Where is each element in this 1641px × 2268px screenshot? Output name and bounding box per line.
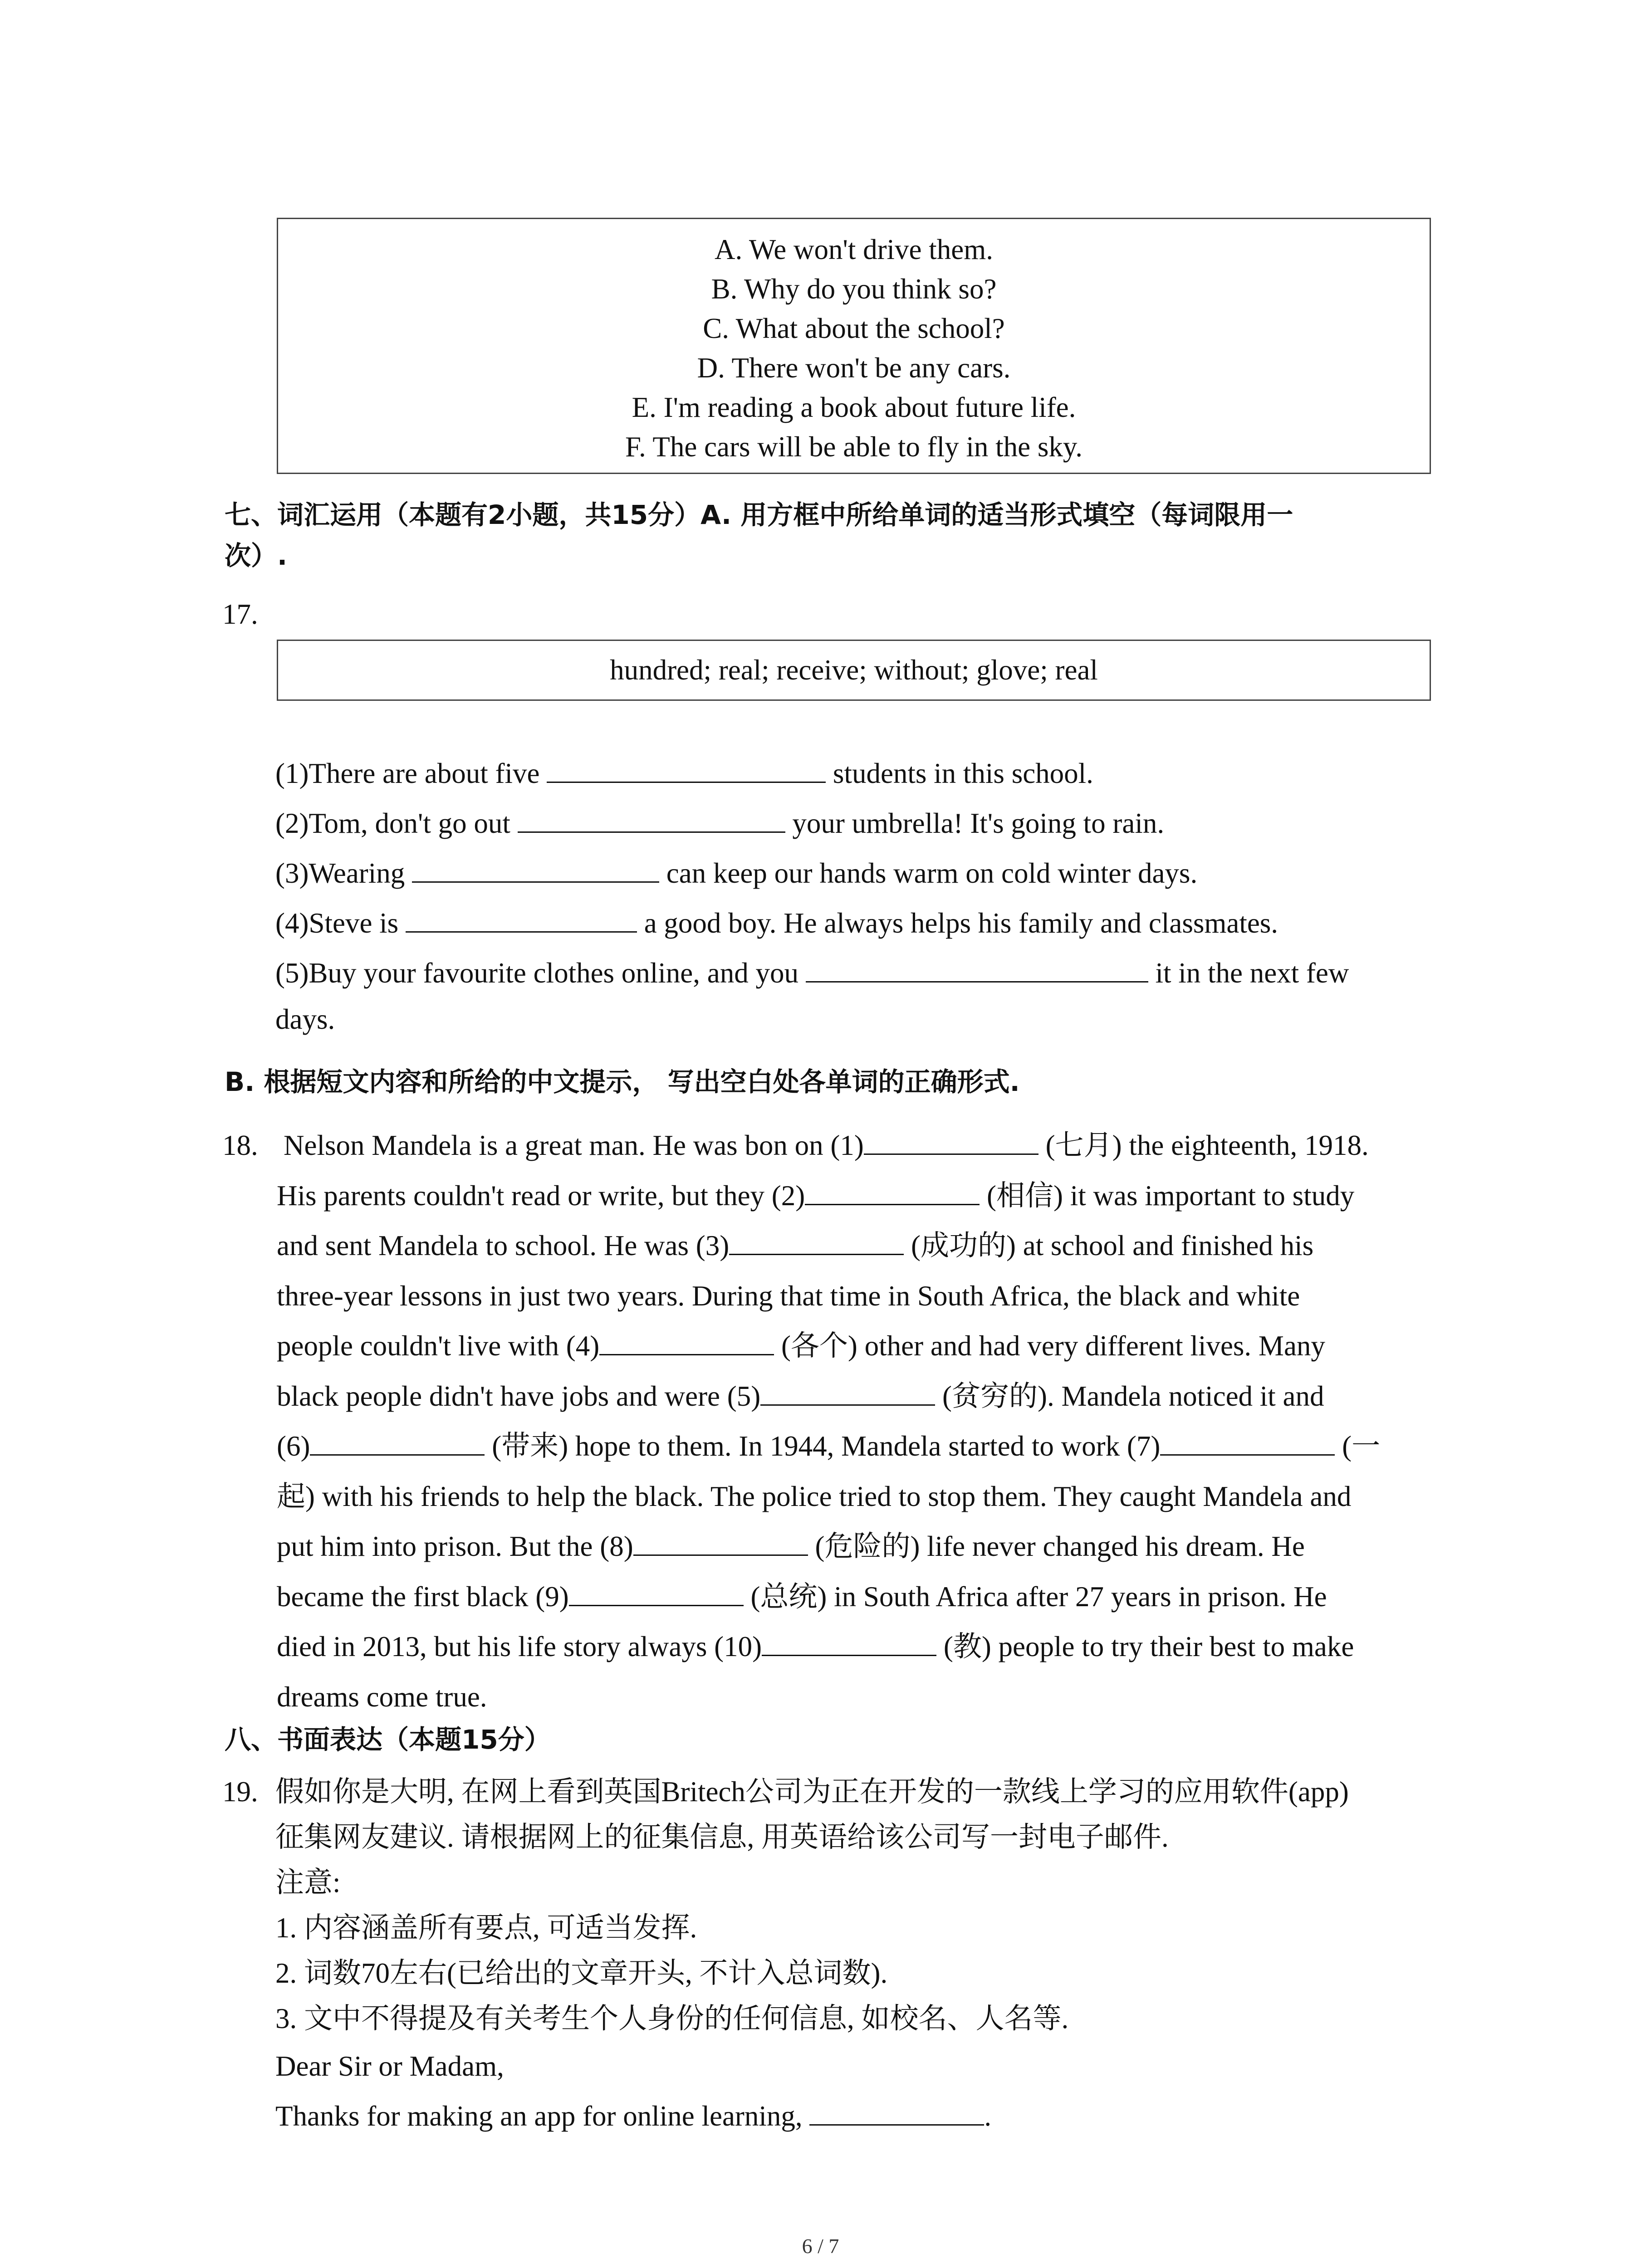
page-number: 6 / 7 xyxy=(802,2234,839,2258)
q18-blank-7[interactable] xyxy=(1160,1429,1335,1456)
q17-items xyxy=(275,748,1349,1041)
q17-item-3 xyxy=(275,848,1349,898)
q19-line-3: 注意: xyxy=(275,1867,341,1898)
q17-item-5 xyxy=(275,948,1349,998)
q17-blank-5[interactable] xyxy=(806,956,1148,982)
q18-line-8: 起) with his friends to help the black. The police tried to stop them. They caught Mandela and xyxy=(277,1480,1352,1512)
q18-line-7: (6) (带来) hope to them. In 1944, Mandela started to work (7) (一 xyxy=(277,1421,1380,1471)
q19-line-2: 征集网友建议. 请根据网上的征集信息, 用英语给该公司写一封电子邮件. xyxy=(275,1821,1169,1853)
q18-line-12: dreams come true. xyxy=(277,1681,487,1713)
q17-item-1-post: students in this school. xyxy=(826,758,1093,789)
q19-line-8: Thanks for making an app for online learning, . xyxy=(275,2091,1349,2141)
q19-line-5: 2. 词数70左右(已给出的文章开头, 不计入总词数). xyxy=(275,1957,888,1989)
q18-passage xyxy=(277,1120,1380,1722)
q19-line-7: Dear Sir or Madam, xyxy=(275,2050,504,2082)
q18-line-5: people couldn't live with (4) (各个) other and had very different lives. Many xyxy=(277,1321,1380,1371)
q17-item-2 xyxy=(275,798,1349,848)
q18-number: 18. xyxy=(222,1129,258,1161)
q18-blank-6[interactable] xyxy=(310,1429,485,1456)
q18-blank-5[interactable] xyxy=(760,1379,935,1406)
q17-blank-1[interactable] xyxy=(547,756,826,783)
q17-blank-4[interactable] xyxy=(406,906,637,933)
q17-item-5-pre: (5)Buy your favourite clothes online, and you xyxy=(275,957,806,989)
q19-line-1: 假如你是大明, 在网上看到英国Britech公司为正在开发的一款线上学习的应用软件(app) xyxy=(275,1776,1349,1808)
q18-line-10: became the first black (9) (总统) in South Africa after 27 years in prison. He xyxy=(277,1572,1380,1622)
q19-line-4: 1. 内容涵盖所有要点, 可适当发挥. xyxy=(275,1912,697,1944)
q17-item-5-post: it in the next few xyxy=(1148,957,1349,989)
q18-line-3: and sent Mandela to school. He was (3) (成功的) at school and finished his xyxy=(277,1221,1380,1271)
q18-blank-8[interactable] xyxy=(633,1529,808,1556)
section7-heading-line2: 次）. xyxy=(225,540,288,571)
word-box xyxy=(277,640,1431,701)
q19-number: 19. xyxy=(222,1776,258,1808)
q17-item-1-pre: (1)There are about five xyxy=(275,758,547,789)
q17-blank-2[interactable] xyxy=(518,806,785,833)
q18-blank-3[interactable] xyxy=(729,1228,904,1255)
option-d: D. There won't be any cars. xyxy=(697,352,1011,384)
q19-line-6: 3. 文中不得提及有关考生个人身份的任何信息, 如校名、人名等. xyxy=(275,2003,1069,2034)
q17-item-1 xyxy=(275,748,1349,798)
q17-item-4 xyxy=(275,898,1349,948)
q18-line-6: black people didn't have jobs and were (5) (贫穷的). Mandela noticed it and xyxy=(277,1371,1380,1422)
options-box xyxy=(277,218,1431,474)
q18-blank-2[interactable] xyxy=(805,1178,980,1205)
option-b: B. Why do you think so? xyxy=(711,273,997,305)
q18-line-11: died in 2013, but his life story always (10) (教) people to try their best to make xyxy=(277,1622,1380,1672)
section7-heading-line1: 七、词汇运用（本题有2小题，共15分）A. 用方框中所给单词的适当形式填空（每词限用一 xyxy=(225,499,1293,530)
q18-line-1: Nelson Mandela is a great man. He was bon on (1) (七月) the eighteenth, 1918. xyxy=(284,1120,1380,1171)
option-c: C. What about the school? xyxy=(703,313,1005,344)
option-a: A. We won't drive them. xyxy=(714,234,993,265)
q17-blank-3[interactable] xyxy=(412,856,659,883)
q18-line-2: His parents couldn't read or write, but they (2) (相信) it was important to study xyxy=(277,1171,1380,1221)
q17-item-4-post: a good boy. He always helps his family and classmates. xyxy=(637,907,1279,939)
q18-blank-10[interactable] xyxy=(762,1629,936,1656)
q17-item-2-post: your umbrella! It's going to rain. xyxy=(785,807,1165,839)
section7-heading xyxy=(225,494,1450,576)
q17-item-3-post: can keep our hands warm on cold winter days. xyxy=(659,857,1198,889)
q19-body xyxy=(275,1769,1349,2141)
section-b-heading: B. 根据短文内容和所给的中文提示， 写出空白处各单词的正确形式. xyxy=(225,1066,1020,1097)
section8-heading: 八、书面表达（本题15分） xyxy=(225,1724,551,1755)
q17-number: 17. xyxy=(222,598,258,630)
word-box-text: hundred; real; receive; without; glove; real xyxy=(610,654,1098,686)
option-e: E. I'm reading a book about future life. xyxy=(632,391,1076,423)
q17-item-5-cont: days. xyxy=(275,1003,335,1035)
q18-blank-1[interactable] xyxy=(864,1128,1038,1155)
q18-line-4: three-year lessons in just two years. During that time in South Africa, the black and white xyxy=(277,1280,1300,1312)
q18-blank-4[interactable] xyxy=(599,1329,774,1355)
q18-blank-9[interactable] xyxy=(569,1579,744,1606)
q18-line-9: put him into prison. But the (8) (危险的) life never changed his dream. He xyxy=(277,1521,1380,1572)
q17-item-2-pre: (2)Tom, don't go out xyxy=(275,807,518,839)
q19-blank[interactable] xyxy=(809,2099,984,2126)
option-f: F. The cars will be able to fly in the sky. xyxy=(625,431,1083,463)
q17-item-3-pre: (3)Wearing xyxy=(275,857,412,889)
q17-item-4-pre: (4)Steve is xyxy=(275,907,406,939)
